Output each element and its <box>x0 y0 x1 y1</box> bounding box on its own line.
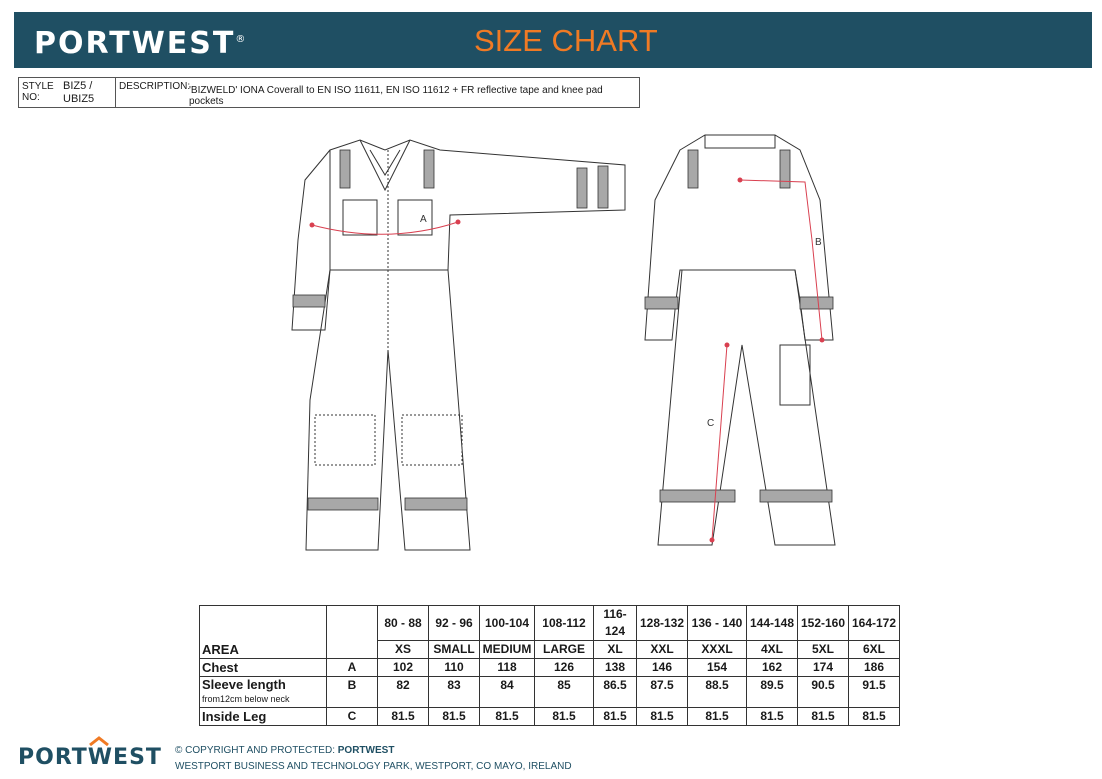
table-row-chest <box>200 659 900 677</box>
area-sleeve-label: Sleeve length <box>202 677 286 692</box>
portwest-logo: PORTWEST® <box>34 26 246 61</box>
range-cell: 136 - 140 <box>688 606 747 641</box>
area-sleeve-note: from12cm below neck <box>202 694 290 704</box>
value-cell: 154 <box>688 659 747 677</box>
value-cell: 81.5 <box>798 708 849 726</box>
front-coverall-drawing <box>292 140 625 550</box>
value-cell: 118 <box>480 659 535 677</box>
range-cell: 80 - 88 <box>378 606 429 641</box>
value-cell: 162 <box>747 659 798 677</box>
description-label: DESCRIPTION: <box>119 81 191 92</box>
range-cell: 144-148 <box>747 606 798 641</box>
value-cell: 102 <box>378 659 429 677</box>
value-cell: 174 <box>798 659 849 677</box>
code-cell: C <box>327 708 378 726</box>
size-cell: MEDIUM <box>480 641 535 659</box>
value-cell: 81.5 <box>637 708 688 726</box>
size-cell: LARGE <box>535 641 594 659</box>
range-cell: 128-132 <box>637 606 688 641</box>
leg-measure-line <box>707 343 730 543</box>
size-cell: XS <box>378 641 429 659</box>
value-cell: 81.5 <box>378 708 429 726</box>
footer-copyright: © COPYRIGHT AND PROTECTED: PORTWEST <box>175 745 395 756</box>
value-cell: 186 <box>849 659 900 677</box>
value-cell: 81.5 <box>429 708 480 726</box>
size-cell: 5XL <box>798 641 849 659</box>
value-cell: 85 <box>535 677 594 708</box>
value-cell: 138 <box>594 659 637 677</box>
size-cell: XXXL <box>688 641 747 659</box>
area-inside-leg: Inside Leg <box>200 708 327 726</box>
value-cell: 82 <box>378 677 429 708</box>
value-cell: 146 <box>637 659 688 677</box>
value-cell: 110 <box>429 659 480 677</box>
chevron-logo-icon <box>88 736 110 746</box>
area-sleeve <box>200 677 327 708</box>
value-cell: 81.5 <box>535 708 594 726</box>
value-cell: 89.5 <box>747 677 798 708</box>
size-table <box>199 605 900 726</box>
footer-logo: PORTWEST <box>18 745 162 770</box>
value-cell: 84 <box>480 677 535 708</box>
code-header <box>327 606 378 659</box>
range-cell: 100-104 <box>480 606 535 641</box>
range-cell: 164-172 <box>849 606 900 641</box>
value-cell: 81.5 <box>849 708 900 726</box>
sleeve-measure-line <box>738 178 825 343</box>
value-cell: 81.5 <box>594 708 637 726</box>
size-cell: XL <box>594 641 637 659</box>
footer-address: WESTPORT BUSINESS AND TECHNOLOGY PARK, WESTPORT, CO MAYO, IRELAND <box>175 761 572 772</box>
label-c: C <box>707 418 715 429</box>
size-cell: 6XL <box>849 641 900 659</box>
code-cell: B <box>327 677 378 708</box>
value-cell: 83 <box>429 677 480 708</box>
code-cell: A <box>327 659 378 677</box>
value-cell: 86.5 <box>594 677 637 708</box>
range-cell: 152-160 <box>798 606 849 641</box>
label-a: A <box>420 214 427 225</box>
value-cell: 90.5 <box>798 677 849 708</box>
range-cell: 92 - 96 <box>429 606 480 641</box>
value-cell: 88.5 <box>688 677 747 708</box>
value-cell: 91.5 <box>849 677 900 708</box>
table-row-sleeve <box>200 677 900 708</box>
area-chest: Chest <box>200 659 327 677</box>
label-b: B <box>815 237 822 248</box>
size-cell: 4XL <box>747 641 798 659</box>
size-cell: SMALL <box>429 641 480 659</box>
description-text: 'BIZWELD' IONA Coverall to EN ISO 11611, EN ISO 11612 + FR reflective tape and knee pad pockets <box>189 85 603 107</box>
table-row-inside-leg <box>200 708 900 726</box>
style-label: STYLE NO: <box>22 81 54 103</box>
style-number: BIZ5 / UBIZ5 <box>63 80 95 105</box>
value-cell: 126 <box>535 659 594 677</box>
front-reflective-tape <box>293 150 608 510</box>
range-cell: 108-112 <box>535 606 594 641</box>
value-cell: 81.5 <box>688 708 747 726</box>
area-header: AREA <box>200 606 327 659</box>
value-cell: 87.5 <box>637 677 688 708</box>
value-cell: 81.5 <box>480 708 535 726</box>
value-cell: 81.5 <box>747 708 798 726</box>
chest-measure-line <box>310 214 461 234</box>
range-cell: 116-124 <box>594 606 637 641</box>
page-title: SIZE CHART <box>474 23 658 58</box>
table-row-ranges <box>200 606 900 641</box>
size-cell: XXL <box>637 641 688 659</box>
